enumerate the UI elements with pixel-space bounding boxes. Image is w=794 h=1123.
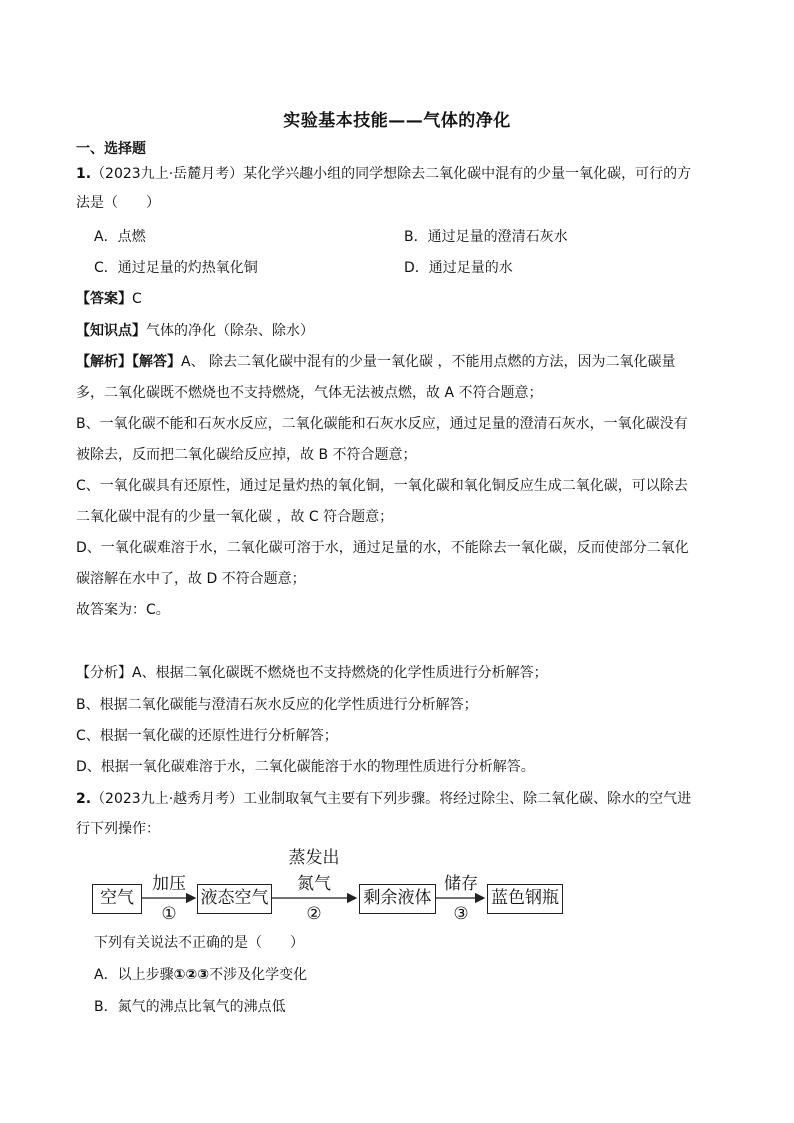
q1-fenxi-line4: D、根据一氧化碳难溶于水，二氧化碳能溶于水的物理性质进行分析解答。 xyxy=(76,759,535,775)
q1-answer xyxy=(76,290,722,308)
step2-number: ② xyxy=(306,904,322,924)
analysis-tag: 【解析】【解答】 xyxy=(76,354,181,370)
step3-number: ③ xyxy=(453,904,469,924)
process-flow-diagram xyxy=(92,842,572,932)
q2-option-a-suffix: 不涉及化学变化 xyxy=(209,967,308,983)
q1-option-c[interactable]: C．通过足量的灼热氧化铜 xyxy=(94,260,258,276)
q2-question: 下列有关说法不正确的是（ ） xyxy=(94,935,304,951)
flow-box-blue-cylinder: 蓝色钢瓶 xyxy=(487,884,563,914)
fenxi-tag: 【分析】 xyxy=(76,665,132,681)
q1-analysis-line2: 多，二氧化碳既不燃烧也不支持燃烧，气体无法被点燃，故 A 不符合题意； xyxy=(76,385,543,401)
q1-stem-text: 某化学兴趣小组的同学想除去二氧化碳中混有的少量一氧化碳，可行的方 xyxy=(243,166,692,182)
page-title: 实验基本技能——气体的净化 xyxy=(283,111,511,131)
q1-analysis-line3: B、一氧化碳不能和石灰水反应，二氧化碳能和石灰水反应，通过足量的澄清石灰水，一氧化碳没有 xyxy=(76,416,688,432)
q1-option-a[interactable]: A．点燃 xyxy=(94,229,146,245)
knowledge-value: 气体的净化（除杂、除水） xyxy=(146,323,314,339)
q1-analysis-line7: D、一氧化碳难溶于水，二氧化碳可溶于水，通过足量的水，不能除去一氧化碳，反而使部分二氧化 xyxy=(76,540,689,556)
q2-source: （2023九上·越秀月考） xyxy=(91,791,244,807)
answer-value: C xyxy=(132,291,142,307)
step1-number: ① xyxy=(161,904,177,924)
analysis-text: A、 除去二氧化碳中混有的少量一氧化碳 ，不能用点燃的方法，因为二氧化碳量 xyxy=(181,354,676,370)
q1-option-d[interactable]: D．通过足量的水 xyxy=(404,260,513,276)
flow-box-remaining-liquid: 剩余液体 xyxy=(359,884,436,914)
q1-analysis-line5: C、一氧化碳具有还原性，通过足量灼热的氧化铜，一氧化碳和氧化铜反应生成二氧化碳，可以除去 xyxy=(76,478,688,494)
q1-number: 1. xyxy=(76,166,92,182)
q1-fenxi-line3: C、根据一氧化碳的还原性进行分析解答； xyxy=(76,728,338,744)
step2-label-line2: 氮气 xyxy=(297,874,331,894)
step2-label-line1: 蒸发出 xyxy=(288,848,340,868)
q2-number: 2. xyxy=(76,791,92,807)
q1-analysis-line1 xyxy=(76,353,722,371)
fenxi-text: A、根据二氧化碳既不燃烧也不支持燃烧的化学性质进行分析解答； xyxy=(132,665,548,681)
q1-analysis-line4: 被除去，反而把二氧化碳给反应掉，故 B 不符合题意； xyxy=(76,447,417,463)
q1-source: （2023九上·岳麓月考） xyxy=(91,166,244,182)
q1-analysis-line9: 故答案为：C。 xyxy=(76,602,170,618)
q2-stem-line2: 行下列操作： xyxy=(76,821,160,837)
q1-stem-line1 xyxy=(76,165,722,183)
q1-analysis-line6: 二氧化碳中混有的少量一氧化碳 ，故 C 符合题意； xyxy=(76,509,394,525)
q2-option-a[interactable] xyxy=(94,966,307,984)
q1-analysis-line8: 碳溶解在水中了，故 D 不符合题意； xyxy=(76,571,306,587)
q2-option-a-prefix: A．以上步骤 xyxy=(94,967,174,983)
q2-option-a-steps: ①②③ xyxy=(173,967,210,983)
answer-tag: 【答案】 xyxy=(76,291,132,307)
flow-box-air: 空气 xyxy=(92,884,142,914)
flow-box-liquid-air: 液态空气 xyxy=(197,884,272,914)
step1-label: 加压 xyxy=(152,874,186,894)
q2-stem-text: 工业制取氧气主要有下列步骤。将经过除尘、除二氧化碳、除水的空气进 xyxy=(243,791,692,807)
q2-option-b[interactable]: B．氮气的沸点比氧气的沸点低 xyxy=(94,999,286,1015)
q2-stem-line1 xyxy=(76,790,722,808)
q1-knowledge xyxy=(76,322,722,340)
q1-option-b[interactable]: B．通过足量的澄清石灰水 xyxy=(404,229,568,245)
step3-label: 储存 xyxy=(444,874,478,894)
q1-stem-line2: 法是（ ） xyxy=(76,195,160,211)
q1-fenxi-line1 xyxy=(76,664,722,682)
q1-fenxi-line2: B、根据二氧化碳能与澄清石灰水反应的化学性质进行分析解答； xyxy=(76,697,478,713)
section-heading: 一、选择题 xyxy=(76,141,146,157)
knowledge-tag: 【知识点】 xyxy=(76,323,146,339)
